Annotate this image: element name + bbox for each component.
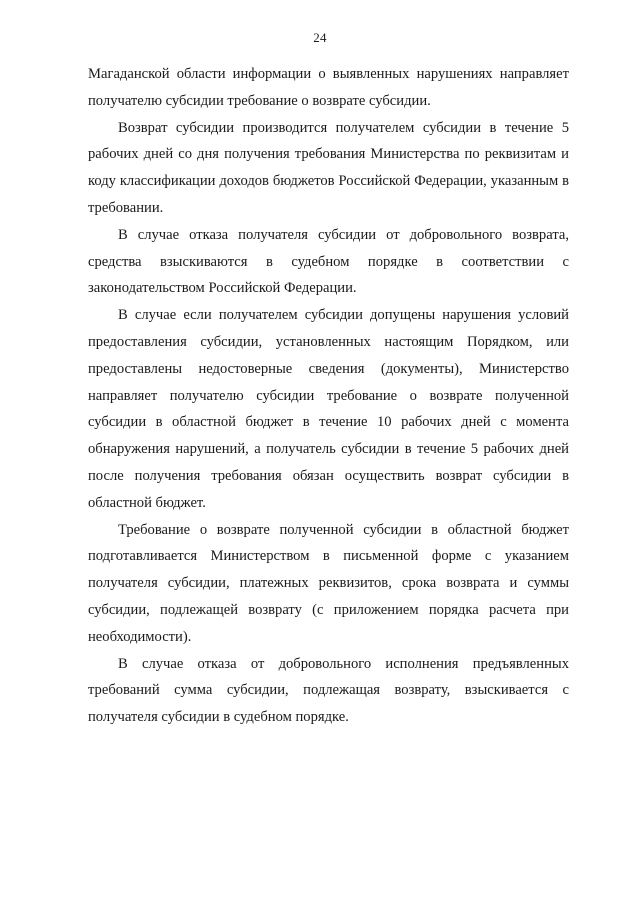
paragraph-refusal-court: В случае отказа получателя субсидии от добровольного возврата, средства взыскиваются в судебном порядке в соответствии с законодательством Российской Федерации. — [88, 226, 569, 297]
paragraph-requirement-form: Требование о возврате полученной субсидии в областной бюджет подготавливается Министерством в письменной форме с указанием получателя субсидии, платежных реквизитов, срока возврата и суммы субсидии, подлежащей возврату (с приложением порядка расчета при необходимости). — [88, 521, 569, 645]
page-number: 24 — [313, 30, 327, 45]
document-body — [88, 61, 569, 731]
paragraph-continuation: Магаданской области информации о выявленных нарушениях направляет получателю субсидии требование о возврате субсидии. — [88, 66, 569, 109]
paragraph-voluntary-refusal: В случае отказа от добровольного исполнения предъявленных требований сумма субсидии, подлежащая возврату, взыскивается с получателя субсидии в судебном порядке. — [88, 655, 569, 726]
paragraph-violations: В случае если получателем субсидии допущены нарушения условий предоставления субсидии, установленных настоящим Порядком, или предоставлены недостоверные сведения (документы), Министерство направляет получателю субсидии требование о возврате полученной субсидии в областной бюджет в течение 10 рабочих дней с момента обнаружения нарушений, а получатель субсидии в течение 5 рабочих дней после получения требования обязан осуществить возврат субсидии в областной бюджет. — [88, 307, 569, 511]
paragraph-return-procedure: Возврат субсидии производится получателем субсидии в течение 5 рабочих дней со дня получения требования Министерства по реквизитам и коду классификации доходов бюджетов Российской Федерации, указанным в требовании. — [88, 119, 569, 216]
